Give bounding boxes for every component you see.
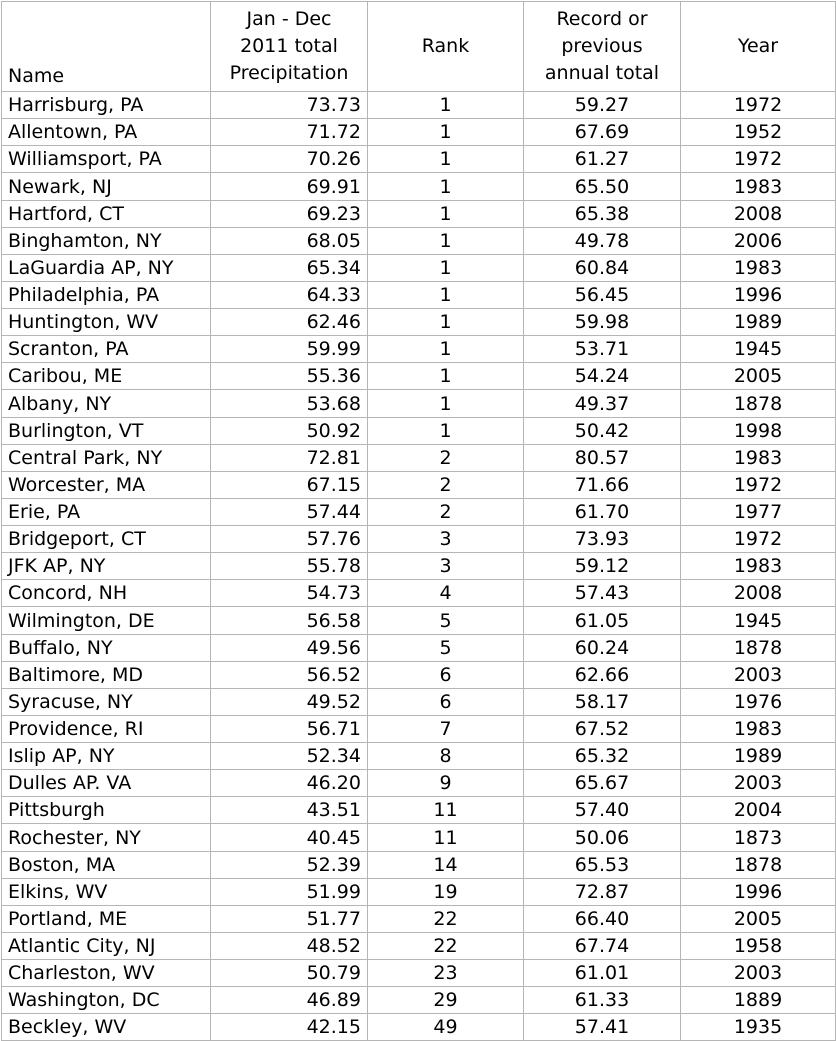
cell-record: 59.98	[524, 309, 681, 336]
cell-precipitation: 59.99	[211, 336, 368, 363]
cell-precipitation: 52.39	[211, 851, 368, 878]
cell-year: 1889	[681, 987, 836, 1014]
cell-record: 65.32	[524, 743, 681, 770]
cell-rank: 1	[368, 336, 524, 363]
cell-precipitation: 43.51	[211, 797, 368, 824]
cell-record: 72.87	[524, 878, 681, 905]
cell-year: 1935	[681, 1014, 836, 1041]
table-row	[2, 797, 836, 824]
cell-record: 67.74	[524, 932, 681, 959]
cell-name: Charleston, WV	[2, 960, 211, 987]
cell-year: 2005	[681, 905, 836, 932]
cell-name: Atlantic City, NJ	[2, 932, 211, 959]
cell-rank: 1	[368, 173, 524, 200]
table-row	[2, 770, 836, 797]
cell-precipitation: 57.76	[211, 526, 368, 553]
table-row	[2, 580, 836, 607]
cell-rank: 2	[368, 444, 524, 471]
cell-precipitation: 56.58	[211, 607, 368, 634]
header-record-line: Record or	[556, 8, 648, 30]
cell-record: 61.01	[524, 960, 681, 987]
cell-precipitation: 49.56	[211, 634, 368, 661]
table-row	[2, 254, 836, 281]
header-precipitation-line: 2011 total	[240, 35, 338, 57]
cell-record: 49.37	[524, 390, 681, 417]
cell-record: 57.43	[524, 580, 681, 607]
cell-year: 2003	[681, 960, 836, 987]
cell-year: 1972	[681, 526, 836, 553]
cell-precipitation: 51.99	[211, 878, 368, 905]
cell-record: 57.41	[524, 1014, 681, 1041]
cell-record: 61.05	[524, 607, 681, 634]
header-precipitation-line: Precipitation	[229, 62, 349, 84]
cell-name: Pittsburgh	[2, 797, 211, 824]
cell-year: 1945	[681, 336, 836, 363]
cell-name: Central Park, NY	[2, 444, 211, 471]
cell-record: 59.27	[524, 92, 681, 119]
table-row	[2, 309, 836, 336]
cell-name: Concord, NH	[2, 580, 211, 607]
cell-year: 2003	[681, 661, 836, 688]
cell-precipitation: 55.78	[211, 553, 368, 580]
header-rank: Rank	[368, 2, 524, 92]
table-row	[2, 715, 836, 742]
cell-year: 1958	[681, 932, 836, 959]
precipitation-table	[1, 1, 836, 1041]
table-row	[2, 92, 836, 119]
table-row	[2, 851, 836, 878]
cell-precipitation: 54.73	[211, 580, 368, 607]
cell-name: Caribou, ME	[2, 363, 211, 390]
cell-name: Portland, ME	[2, 905, 211, 932]
table-row	[2, 824, 836, 851]
cell-rank: 19	[368, 878, 524, 905]
table-row	[2, 960, 836, 987]
header-name: Name	[2, 2, 211, 92]
cell-year: 2003	[681, 770, 836, 797]
cell-record: 58.17	[524, 688, 681, 715]
cell-rank: 5	[368, 607, 524, 634]
cell-name: Boston, MA	[2, 851, 211, 878]
cell-rank: 1	[368, 146, 524, 173]
cell-rank: 2	[368, 498, 524, 525]
cell-name: Elkins, WV	[2, 878, 211, 905]
cell-rank: 7	[368, 715, 524, 742]
table-row	[2, 471, 836, 498]
cell-name: Albany, NY	[2, 390, 211, 417]
header-year: Year	[681, 2, 836, 92]
cell-precipitation: 64.33	[211, 281, 368, 308]
cell-precipitation: 55.36	[211, 363, 368, 390]
cell-record: 57.40	[524, 797, 681, 824]
cell-name: Burlington, VT	[2, 417, 211, 444]
cell-name: Huntington, WV	[2, 309, 211, 336]
table-row	[2, 200, 836, 227]
table-row	[2, 146, 836, 173]
cell-year: 1989	[681, 743, 836, 770]
table-row	[2, 526, 836, 553]
cell-precipitation: 70.26	[211, 146, 368, 173]
cell-precipitation: 48.52	[211, 932, 368, 959]
table-row	[2, 119, 836, 146]
cell-precipitation: 72.81	[211, 444, 368, 471]
header-row	[2, 2, 836, 92]
cell-name: Baltimore, MD	[2, 661, 211, 688]
cell-precipitation: 67.15	[211, 471, 368, 498]
table-row	[2, 363, 836, 390]
cell-record: 65.50	[524, 173, 681, 200]
cell-year: 2004	[681, 797, 836, 824]
cell-name: Bridgeport, CT	[2, 526, 211, 553]
cell-rank: 1	[368, 417, 524, 444]
cell-precipitation: 42.15	[211, 1014, 368, 1041]
cell-precipitation: 56.71	[211, 715, 368, 742]
cell-precipitation: 46.20	[211, 770, 368, 797]
cell-year: 1996	[681, 281, 836, 308]
table-row	[2, 688, 836, 715]
cell-name: Harrisburg, PA	[2, 92, 211, 119]
cell-year: 2005	[681, 363, 836, 390]
cell-name: JFK AP, NY	[2, 553, 211, 580]
cell-record: 56.45	[524, 281, 681, 308]
cell-year: 1983	[681, 173, 836, 200]
cell-year: 1952	[681, 119, 836, 146]
cell-year: 1989	[681, 309, 836, 336]
cell-precipitation: 40.45	[211, 824, 368, 851]
cell-record: 71.66	[524, 471, 681, 498]
cell-rank: 11	[368, 824, 524, 851]
table-row	[2, 905, 836, 932]
cell-year: 1945	[681, 607, 836, 634]
cell-rank: 22	[368, 932, 524, 959]
cell-rank: 1	[368, 227, 524, 254]
table-row	[2, 634, 836, 661]
cell-precipitation: 56.52	[211, 661, 368, 688]
cell-year: 1977	[681, 498, 836, 525]
header-record	[524, 2, 681, 92]
cell-year: 1996	[681, 878, 836, 905]
cell-rank: 3	[368, 526, 524, 553]
cell-rank: 22	[368, 905, 524, 932]
cell-year: 1983	[681, 553, 836, 580]
cell-year: 1972	[681, 471, 836, 498]
cell-year: 2006	[681, 227, 836, 254]
table-row	[2, 173, 836, 200]
cell-name: Wilmington, DE	[2, 607, 211, 634]
cell-name: Erie, PA	[2, 498, 211, 525]
cell-rank: 11	[368, 797, 524, 824]
cell-record: 61.27	[524, 146, 681, 173]
cell-name: Islip AP, NY	[2, 743, 211, 770]
cell-year: 1878	[681, 851, 836, 878]
cell-record: 66.40	[524, 905, 681, 932]
cell-name: Newark, NJ	[2, 173, 211, 200]
cell-record: 49.78	[524, 227, 681, 254]
cell-precipitation: 51.77	[211, 905, 368, 932]
cell-precipitation: 69.23	[211, 200, 368, 227]
cell-precipitation: 50.79	[211, 960, 368, 987]
cell-year: 1972	[681, 146, 836, 173]
cell-record: 80.57	[524, 444, 681, 471]
cell-record: 54.24	[524, 363, 681, 390]
cell-year: 1878	[681, 634, 836, 661]
cell-record: 50.06	[524, 824, 681, 851]
cell-record: 53.71	[524, 336, 681, 363]
table-row	[2, 281, 836, 308]
cell-name: Williamsport, PA	[2, 146, 211, 173]
cell-record: 60.84	[524, 254, 681, 281]
cell-year: 1972	[681, 92, 836, 119]
cell-precipitation: 53.68	[211, 390, 368, 417]
cell-record: 65.53	[524, 851, 681, 878]
table-row	[2, 878, 836, 905]
table-row	[2, 553, 836, 580]
table-row	[2, 607, 836, 634]
cell-year: 1983	[681, 444, 836, 471]
cell-record: 50.42	[524, 417, 681, 444]
cell-precipitation: 73.73	[211, 92, 368, 119]
cell-precipitation: 62.46	[211, 309, 368, 336]
cell-precipitation: 49.52	[211, 688, 368, 715]
table-row	[2, 1014, 836, 1041]
cell-name: Philadelphia, PA	[2, 281, 211, 308]
cell-record: 61.33	[524, 987, 681, 1014]
cell-name: Beckley, WV	[2, 1014, 211, 1041]
header-precipitation	[211, 2, 368, 92]
cell-rank: 1	[368, 363, 524, 390]
cell-rank: 1	[368, 254, 524, 281]
cell-rank: 6	[368, 688, 524, 715]
cell-name: Washington, DC	[2, 987, 211, 1014]
cell-rank: 3	[368, 553, 524, 580]
cell-record: 73.93	[524, 526, 681, 553]
table-row	[2, 661, 836, 688]
cell-rank: 1	[368, 92, 524, 119]
table-row	[2, 417, 836, 444]
cell-rank: 1	[368, 281, 524, 308]
cell-record: 65.67	[524, 770, 681, 797]
cell-record: 65.38	[524, 200, 681, 227]
cell-year: 1976	[681, 688, 836, 715]
cell-record: 61.70	[524, 498, 681, 525]
header-record-line: annual total	[544, 62, 660, 84]
cell-rank: 1	[368, 119, 524, 146]
cell-rank: 29	[368, 987, 524, 1014]
cell-rank: 2	[368, 471, 524, 498]
table-header	[2, 2, 836, 92]
cell-precipitation: 57.44	[211, 498, 368, 525]
table-body	[2, 92, 836, 1041]
cell-rank: 6	[368, 661, 524, 688]
cell-name: Worcester, MA	[2, 471, 211, 498]
cell-rank: 1	[368, 200, 524, 227]
cell-rank: 9	[368, 770, 524, 797]
cell-name: Allentown, PA	[2, 119, 211, 146]
cell-record: 67.52	[524, 715, 681, 742]
cell-year: 1983	[681, 254, 836, 281]
cell-name: Scranton, PA	[2, 336, 211, 363]
cell-name: Syracuse, NY	[2, 688, 211, 715]
cell-name: Dulles AP. VA	[2, 770, 211, 797]
cell-year: 1878	[681, 390, 836, 417]
cell-name: Binghamton, NY	[2, 227, 211, 254]
table-row	[2, 743, 836, 770]
cell-rank: 8	[368, 743, 524, 770]
cell-precipitation: 52.34	[211, 743, 368, 770]
cell-rank: 14	[368, 851, 524, 878]
cell-record: 60.24	[524, 634, 681, 661]
cell-year: 2008	[681, 200, 836, 227]
cell-year: 2008	[681, 580, 836, 607]
cell-record: 59.12	[524, 553, 681, 580]
cell-record: 62.66	[524, 661, 681, 688]
cell-precipitation: 68.05	[211, 227, 368, 254]
cell-name: Buffalo, NY	[2, 634, 211, 661]
table-row	[2, 227, 836, 254]
cell-precipitation: 50.92	[211, 417, 368, 444]
cell-rank: 1	[368, 390, 524, 417]
cell-rank: 5	[368, 634, 524, 661]
cell-name: LaGuardia AP, NY	[2, 254, 211, 281]
header-precipitation-line: Jan - Dec	[246, 8, 332, 30]
cell-rank: 23	[368, 960, 524, 987]
cell-rank: 4	[368, 580, 524, 607]
table-row	[2, 444, 836, 471]
header-record-line: previous	[561, 35, 643, 57]
cell-name: Rochester, NY	[2, 824, 211, 851]
cell-name: Providence, RI	[2, 715, 211, 742]
cell-precipitation: 46.89	[211, 987, 368, 1014]
table-row	[2, 498, 836, 525]
cell-precipitation: 71.72	[211, 119, 368, 146]
cell-rank: 1	[368, 309, 524, 336]
table-row	[2, 336, 836, 363]
cell-precipitation: 65.34	[211, 254, 368, 281]
cell-year: 1873	[681, 824, 836, 851]
table-row	[2, 932, 836, 959]
cell-year: 1998	[681, 417, 836, 444]
cell-year: 1983	[681, 715, 836, 742]
cell-record: 67.69	[524, 119, 681, 146]
cell-rank: 49	[368, 1014, 524, 1041]
cell-precipitation: 69.91	[211, 173, 368, 200]
table-row	[2, 987, 836, 1014]
cell-name: Hartford, CT	[2, 200, 211, 227]
table-row	[2, 390, 836, 417]
